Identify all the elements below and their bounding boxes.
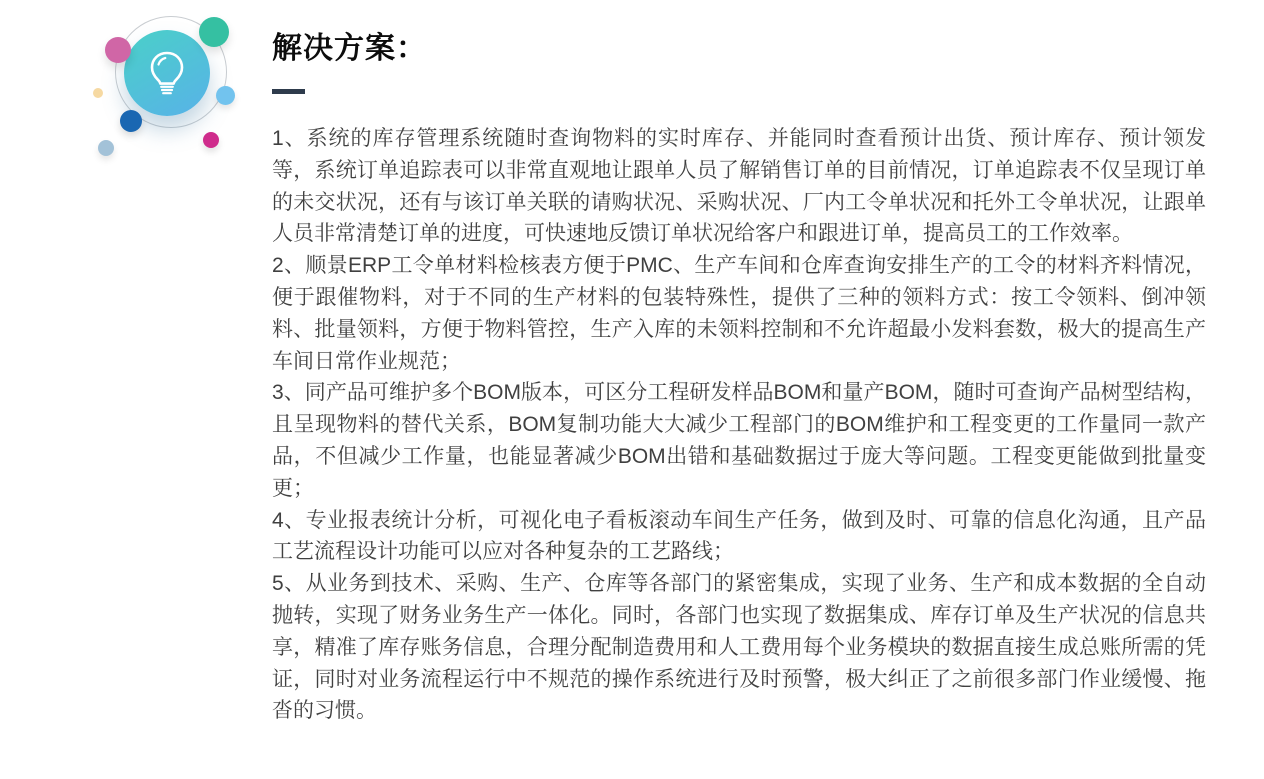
lightbulb-icon bbox=[144, 48, 190, 98]
decor-dot-lightblue bbox=[216, 86, 235, 105]
title-accent-dash bbox=[272, 89, 305, 94]
decor-dot-darkblue bbox=[120, 110, 142, 132]
decor-dot-steelblue bbox=[98, 140, 114, 156]
decor-dot-magenta bbox=[203, 132, 219, 148]
solution-section bbox=[272, 32, 1206, 727]
lightbulb-circle bbox=[124, 30, 210, 116]
solution-paragraph-4: 4、专业报表统计分析，可视化电子看板滚动车间生产任务，做到及时、可靠的信息化沟通，且产品工艺流程设计功能可以应对各种复杂的工艺路线； bbox=[272, 508, 1206, 564]
solution-paragraph-1: 1、系统的库存管理系统随时查询物料的实时库存、并能同时查看预计出货、预计库存、预计领发等，系统订单追踪表可以非常直观地让跟单人员了解销售订单的目前情况，订单追踪表不仅呈现订单的未交状况，还有与该订单关联的请购状况、采购状况、厂内工令单状况和托外工令单状况，让跟单人员非常清楚订单的进度，可快速地反馈订单状况给客户和跟进订单，提高员工的工作效率。 bbox=[272, 127, 1206, 246]
page-title: 解决方案： bbox=[272, 32, 427, 65]
solution-paragraph-3: 3、同产品可维护多个BOM版本，可区分工程研发样品BOM和量产BOM，随时可查询产品树型结构，且呈现物料的替代关系，BOM复制功能大大减少工程部门的BOM维护和工程变更的工作量同一款产品，不但减少工作量，也能显著减少BOM出错和基础数据过于庞大等问题。工程变更能做到批量变更； bbox=[272, 381, 1206, 500]
solution-text bbox=[272, 123, 1206, 727]
lightbulb-badge bbox=[0, 0, 260, 180]
decor-dot-pink bbox=[105, 37, 131, 63]
solution-paragraph-2: 2、顺景ERP工令单材料检核表方便于PMC、生产车间和仓库查询安排生产的工令的材料齐料情况，便于跟催物料，对于不同的生产材料的包装特殊性，提供了三种的领料方式：按工令领料、倒冲领料、批量领料，方便于物料管控，生产入库的未领料控制和不允许超最小发料套数，极大的提高生产车间日常作业规范； bbox=[272, 254, 1206, 373]
decor-dot-teal bbox=[199, 17, 229, 47]
solution-paragraph-5: 5、从业务到技术、采购、生产、仓库等各部门的紧密集成，实现了业务、生产和成本数据的全自动抛转，实现了财务业务生产一体化。同时，各部门也实现了数据集成、库存订单及生产状况的信息共享，精准了库存账务信息，合理分配制造费用和人工费用每个业务模块的数据直接生成总账所需的凭证，同时对业务流程运行中不规范的操作系统进行及时预警，极大纠正了之前很多部门作业缓慢、拖沓的习惯。 bbox=[272, 572, 1206, 723]
decor-dot-cream bbox=[93, 88, 103, 98]
